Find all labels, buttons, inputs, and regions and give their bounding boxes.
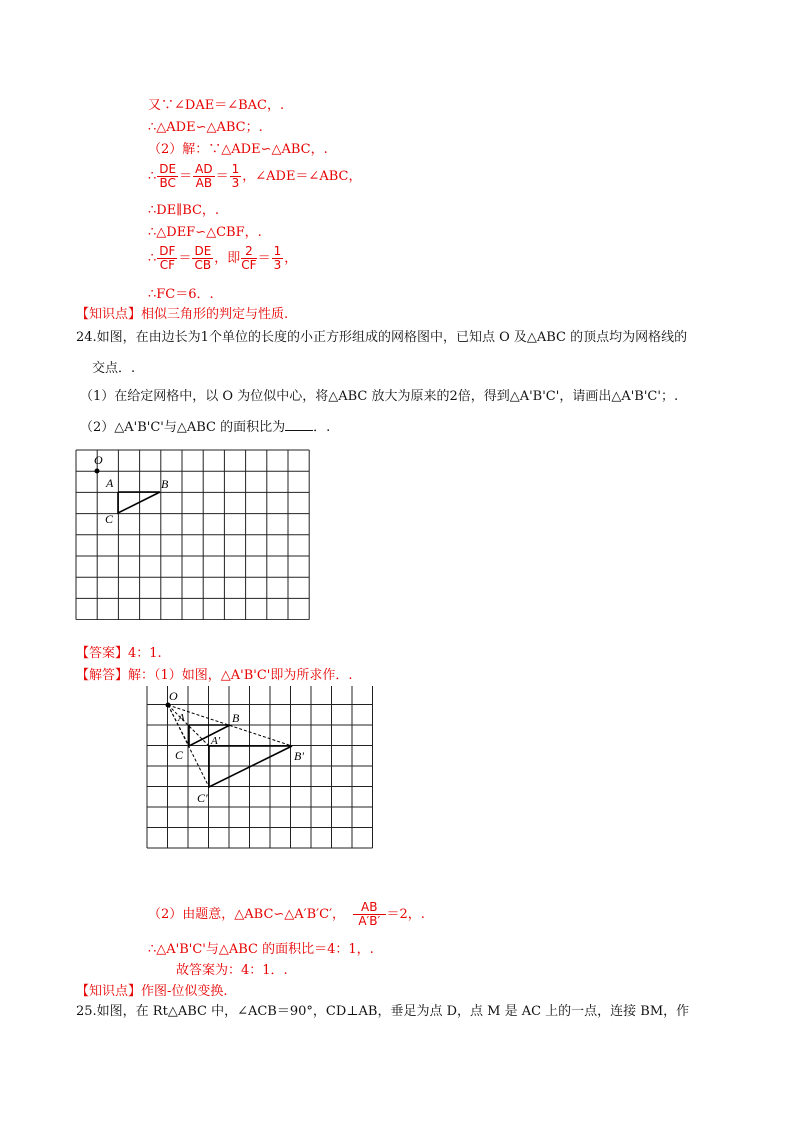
grid-figure-solution [145, 686, 385, 861]
label-a-prime: A' [211, 735, 221, 747]
triangle-abc [189, 725, 230, 746]
solution-line: ∴DE∥BC，. [148, 203, 220, 218]
label-c: C [105, 512, 114, 526]
answer-line: 【答案】4：1. [76, 646, 162, 661]
question-stem: 交点．. [92, 361, 136, 376]
solution-line: ∴△ADE∽△ABC；. [148, 120, 263, 135]
center-point-o [95, 469, 100, 474]
label-c: C [175, 748, 184, 762]
fraction: $\frac{2}{CF}$ [241, 244, 257, 272]
solution-line: ∴FC＝6．. [148, 287, 214, 302]
solution-head: 【解答】解：（1）如图，△A'B'C'即为所求作．. [76, 668, 353, 683]
label-o: O [169, 689, 178, 703]
fraction: $\frac{DE}{CB}$ [194, 244, 212, 272]
solution-line-fractions: （2）由题意，△ABC∽△A′B′C′， $\frac{AB}{A'B'}$ ＝2，. [148, 900, 425, 928]
question-part: （1）在给定网格中，以 O 为位似中心，将△ABC 放大为原来的2倍，得到△A'B'C'，请画出△A'B'C'；. [80, 389, 679, 404]
solution-line: 又∵∠DAE＝∠BAC，. [148, 98, 285, 113]
fraction: $\frac{1}{3}$ [273, 244, 282, 272]
solution-line: ∴△DEF∽△CBF，. [148, 225, 262, 240]
question-stem: 24.如图，在由边长为1个单位的长度的小正方形组成的网格图中，已知点 O 及△ABC 的顶点均为网格线的 [76, 330, 688, 345]
knowledge-point: 【知识点】作图-位似变换. [76, 984, 228, 999]
solution-line: （2）解：∵△ADE∽△ABC，. [148, 142, 328, 157]
fraction: $\frac{AB}{A'B'}$ [353, 901, 385, 928]
triangle-abc [118, 492, 160, 513]
solution-line: ∴△A'B'C'与△ABC 的面积比＝4：1，. [148, 942, 374, 957]
label-b-prime: B' [294, 749, 304, 763]
question-stem: 25.如图，在 Rt△ABC 中，∠ACB＝90°，CD⊥AB，垂足为点 D，点 M 是 AC 上的一点，连接 BM，作 [76, 1004, 690, 1019]
solution-line: 故答案为：4：1．. [176, 963, 288, 978]
label-c-prime: C' [197, 791, 208, 805]
center-point-o [166, 703, 171, 708]
label-b: B [232, 711, 240, 725]
knowledge-point: 【知识点】相似三角形的判定与性质. [76, 307, 289, 322]
label-a: A [106, 476, 114, 490]
question-part: （2）△A'B'C'与△ABC 的面积比为 ．. [80, 420, 331, 435]
answer-blank [285, 430, 313, 431]
therefore-symbol: ∴ [148, 169, 157, 184]
fraction: $\frac{AD}{AB}$ [195, 162, 213, 190]
label-o: O [94, 453, 103, 467]
label-a: A [178, 712, 185, 724]
grid-figure [70, 445, 310, 620]
label-b: B [161, 477, 169, 491]
solution-line-fractions: ∴ $\frac{DE}{BC}$ ＝ $\frac{AD}{AB}$ ＝ $\frac{1}{3}$ ，∠ADE＝∠ABC， [148, 162, 362, 190]
solution-line-fractions: ∴ $\frac{DF}{CF}$ ＝ $\frac{DE}{CB}$ ，即 $\frac{2}{CF}$ ＝ $\frac{1}{3}$ ， [148, 244, 298, 272]
fraction: $\frac{DE}{BC}$ [159, 162, 177, 190]
fraction: $\frac{1}{3}$ [231, 162, 240, 190]
fraction: $\frac{DF}{CF}$ [159, 244, 176, 272]
